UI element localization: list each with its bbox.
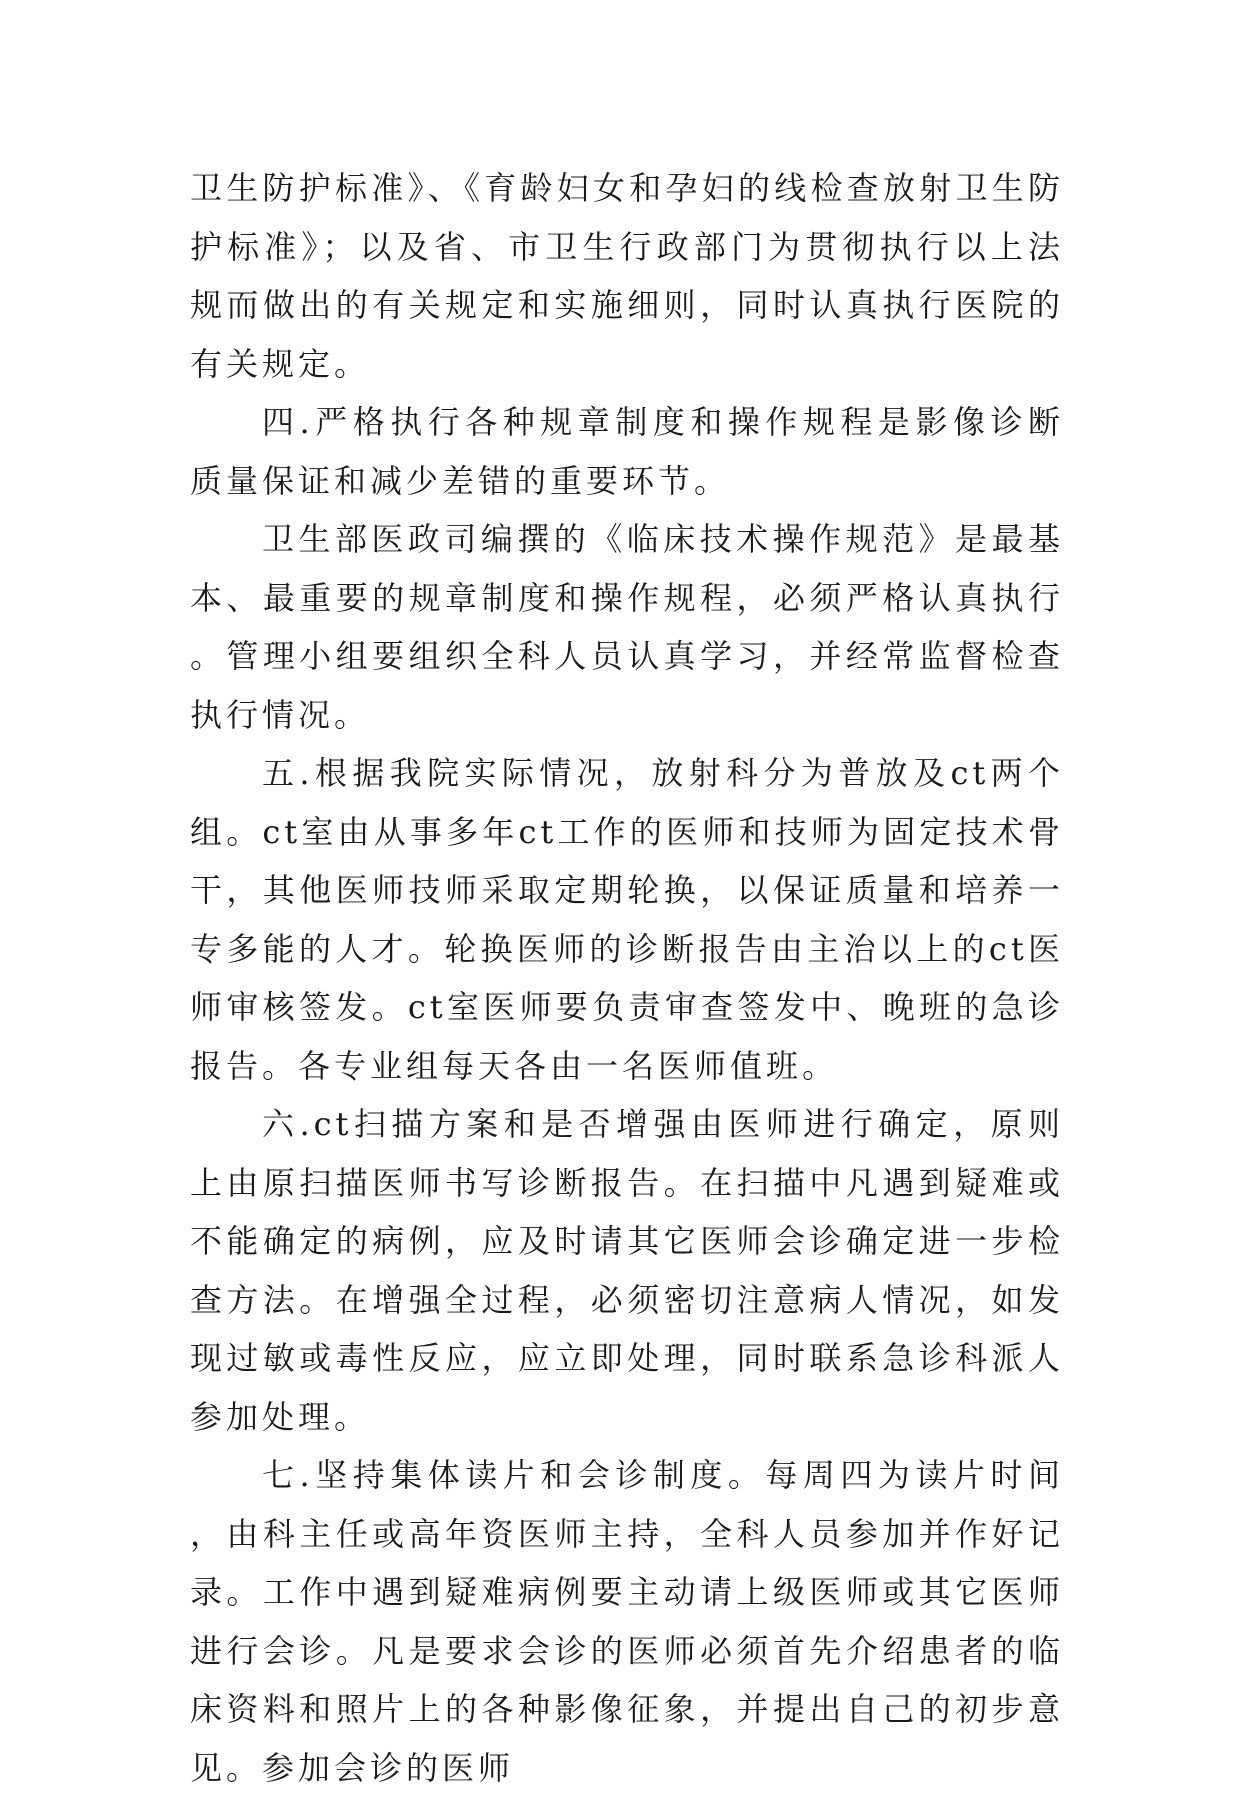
paragraph-section-7: 七.坚持集体读片和会诊制度。每周四为读片时间，由科主任或高年资医师主持，全科人员参加并作好记录。工作中遇到疑难病例要主动请上级医师或其它医师进行会诊。凡是要求会诊的医师必须首先介绍患者的临床资料和照片上的各种影像征象，并提出自己的初步意见。参加会诊的医师	[190, 1456, 1064, 1787]
paragraph-section-4-body: 卫生部医政司编撰的《临床技术操作规范》是最基本、最重要的规章制度和操作规程，必须严格认真执行。管理小组要组织全科人员认真学习，并经常监督检查执行情况。	[190, 520, 1064, 734]
paragraph-continuation: 卫生防护标准》、《育龄妇女和孕妇的线检查放射卫生防护标准》；以及省、市卫生行政部门为贯彻执行以上法规而做出的有关规定和实施细则，同时认真执行医院的有关规定。	[190, 169, 1064, 383]
document-body	[190, 159, 1064, 1797]
paragraph-section-4-heading: 四.严格执行各种规章制度和操作规程是影像诊断质量保证和减少差错的重要环节。	[190, 403, 1064, 500]
paragraph-section-5: 五.根据我院实际情况，放射科分为普放及ct两个组。ct室由从事多年ct工作的医师和技师为固定技术骨干，其他医师技师采取定期轮换，以保证质量和培养一专多能的人才。轮换医师的诊断报告由主治以上的ct医师审核签发。ct室医师要负责审查签发中、晚班的急诊报告。各专业组每天各由一名医师值班。	[190, 754, 1064, 1085]
paragraph-section-6: 六.ct扫描方案和是否增强由医师进行确定，原则上由原扫描医师书写诊断报告。在扫描中凡遇到疑难或不能确定的病例，应及时请其它医师会诊确定进一步检查方法。在增强全过程，必须密切注意病人情况，如发现过敏或毒性反应，应立即处理，同时联系急诊科派人参加处理。	[190, 1105, 1064, 1436]
